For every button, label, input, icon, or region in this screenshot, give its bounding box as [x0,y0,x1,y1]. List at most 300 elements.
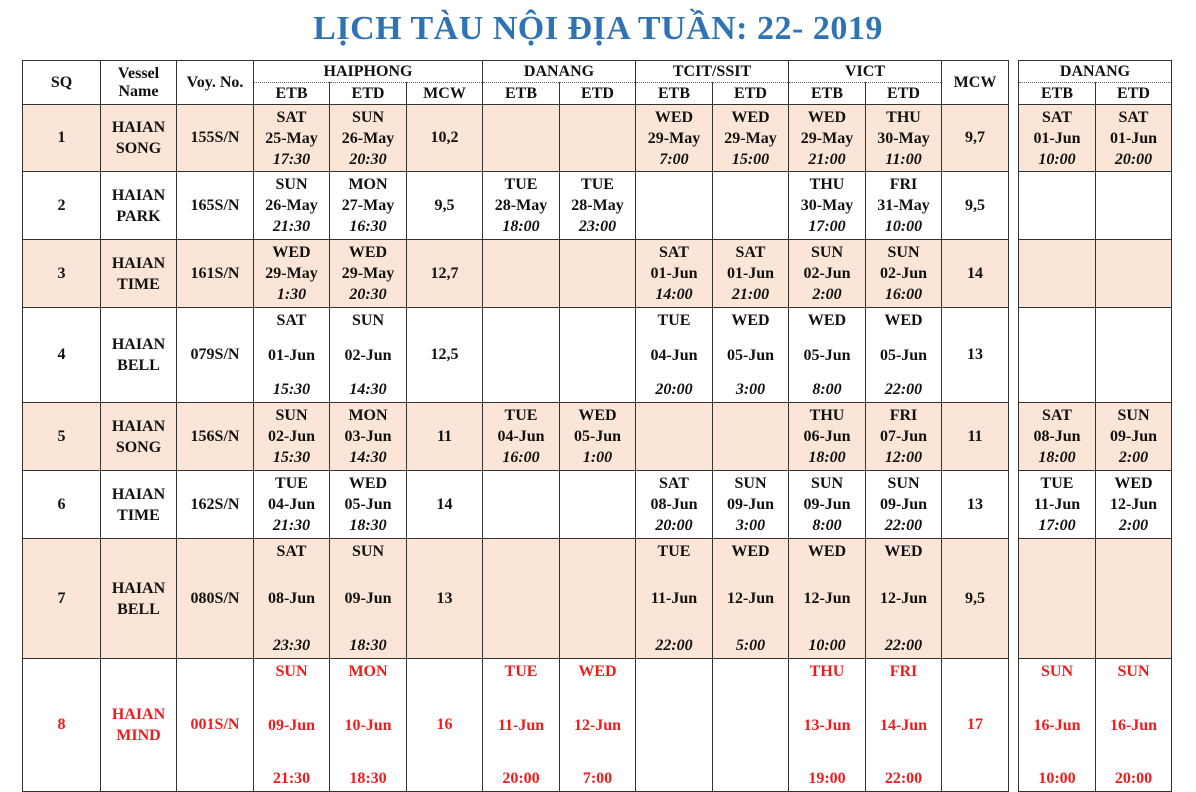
vessel-name-line1: HAIAN [111,186,166,204]
hp-mcw-value: 12,7 [407,240,483,308]
date: 29-May [724,130,777,147]
hp-etd-cell [330,471,407,539]
hp-mcw-value: 13 [407,539,483,659]
date: 12-Jun [1109,496,1158,513]
voyage-number: 162S/N [177,471,254,539]
row-sq: 4 [23,308,101,403]
date: 01-Jun [267,346,316,364]
day: MON [348,663,388,680]
day: SAT [735,244,766,261]
day: WED [807,543,847,560]
date: 26-May [341,130,395,147]
date: 29-May [265,265,318,282]
dn-etb-cell [483,471,560,539]
time: 21:00 [731,286,770,303]
date: 11-Jun [1033,496,1081,513]
time: 7:00 [582,770,613,787]
time: 21:30 [272,517,311,534]
date: 04-Jun [267,496,316,513]
tc-etd-cell [713,240,789,308]
voyage-number: 001S/N [177,659,254,792]
dn2-etd-cell [1096,308,1172,403]
dn2-etd-cell [1096,105,1172,172]
dn2-etd-cell [1096,240,1172,308]
tc-etb-cell [636,240,713,308]
vi-etd-cell [866,539,942,659]
time: 1:00 [582,449,613,466]
date: 02-Jun [803,265,851,282]
date: 13-Jun [803,716,851,734]
hp-mcw-value: 12,5 [407,308,483,403]
dn2-etb-cell [1019,308,1096,403]
day: TUE [657,312,691,329]
dn2-etb-cell [1019,403,1096,471]
vi-etb-cell [789,105,866,172]
day: SUN [275,407,308,424]
date: 08-Jun [650,496,698,513]
vessel-name-line2: TIME [117,506,160,524]
tc-etd-cell [713,172,789,240]
header-tc-etd: ETD [713,83,789,105]
day: SAT [1042,109,1072,126]
header-dn-etd: ETD [560,83,636,105]
time: 8:00 [812,381,842,398]
time: 17:00 [1038,517,1076,534]
date: 11-Jun [650,590,698,607]
day: WED [807,109,847,126]
column-gap [1009,61,1019,105]
dn-etd-cell [560,105,636,172]
day: SUN [275,176,308,193]
vessel-name [101,659,177,792]
date: 29-May [341,265,395,282]
time: 23:30 [272,637,311,654]
vessel-name [101,105,177,172]
day: WED [578,663,617,680]
vessel-name-line1: HAIAN [111,706,166,723]
date: 09-Jun [344,590,392,607]
hp-etb-cell [254,539,330,659]
day: WED [731,109,770,126]
day: WED [654,109,694,126]
vessel-name [101,539,177,659]
vessel-name-line1: HAIAN [111,119,166,136]
day: SAT [659,475,689,492]
time: 20:30 [349,286,387,303]
date: 05-Jun [344,496,392,513]
tc-etd-cell [713,659,789,792]
date: 06-Jun [803,428,851,445]
row-sq: 3 [23,240,101,308]
time: 18:00 [808,449,846,466]
vi-etb-cell [789,659,866,792]
tc-etb-cell [636,403,713,471]
vessel-name-line2: BELL [117,357,160,374]
vi-etd-cell [866,471,942,539]
day: SAT [1042,407,1072,424]
mcw-value: 11 [942,403,1009,471]
time: 7:00 [659,151,689,168]
dn-etd-cell [560,240,636,308]
time: 18:30 [349,637,387,654]
header-tcit: TCIT/SSIT [636,61,789,83]
hp-etd-cell [330,308,407,403]
time: 20:30 [349,151,387,168]
day: SUN [887,244,920,261]
page-title: LỊCH TÀU NỘI ĐỊA TUẦN: 22- 2019 [313,10,883,47]
time: 15:00 [731,151,770,168]
date: 09-Jun [879,496,928,513]
dn-etb-cell [483,240,560,308]
day: TUE [581,176,614,193]
day: SAT [276,543,307,560]
time: 18:00 [1038,449,1076,466]
dn2-etb-cell [1019,240,1096,308]
vessel-name-line2: TIME [117,275,160,293]
day: WED [578,407,617,424]
schedule-row [23,172,1172,240]
date: 02-Jun [344,346,392,364]
row-sq: 5 [23,403,101,471]
vessel-name [101,172,177,240]
day: SAT [276,312,307,329]
day: THU [886,109,921,126]
date: 11-Jun [497,716,545,734]
header-vessel: Vessel Name [101,61,177,105]
day: SAT [659,244,689,261]
day: WED [272,244,311,261]
day: THU [809,407,845,424]
time: 10:00 [884,218,923,235]
header-dn-etb: ETB [483,83,560,105]
vessel-name-line2: SONG [115,438,162,456]
day: TUE [504,407,538,424]
voyage-number: 165S/N [177,172,254,240]
vessel-name-line1: HAIAN [111,254,166,272]
date: 28-May [571,197,624,214]
vi-etd-cell [866,172,942,240]
schedule-row [23,105,1172,172]
time: 20:00 [655,517,693,534]
dn2-etd-cell [1096,471,1172,539]
time: 10:00 [1038,151,1076,168]
time: 20:00 [655,381,693,398]
column-gap [1009,659,1019,792]
row-sq: 2 [23,172,101,240]
date: 28-May [494,197,548,214]
dn-etd-cell [560,308,636,403]
tc-etb-cell [636,105,713,172]
hp-etb-cell [254,403,330,471]
time: 19:00 [808,770,846,787]
date: 25-May [265,130,318,147]
time: 3:00 [735,517,766,534]
date: 01-Jun [1033,130,1081,147]
date: 05-Jun [803,346,851,364]
date: 09-Jun [726,496,775,513]
voyage-number: 080S/N [177,539,254,659]
dn2-etd-cell [1096,539,1172,659]
header-vict: VICT [789,61,942,83]
header-sq: SQ [23,61,101,105]
hp-mcw-value: 14 [407,471,483,539]
time: 22:00 [884,637,923,654]
dn-etb-cell [483,403,560,471]
vi-etb-cell [789,539,866,659]
time: 5:00 [735,637,766,654]
vi-etb-cell [789,308,866,403]
tc-etd-cell [713,539,789,659]
dn-etb-cell [483,308,560,403]
tc-etd-cell [713,403,789,471]
date: 09-Jun [1109,428,1158,445]
day: THU [809,663,845,680]
schedule-table [22,60,1172,792]
day: WED [1114,475,1153,492]
hp-etd-cell [330,105,407,172]
vessel-name-line1: HAIAN [111,336,166,353]
hp-etd-cell [330,172,407,240]
dn-etb-cell [483,105,560,172]
time: 2:00 [1118,449,1149,466]
vessel-name [101,308,177,403]
dn-etd-cell [560,403,636,471]
column-gap [1009,240,1019,308]
day: WED [884,543,923,560]
tc-etb-cell [636,659,713,792]
vessel-name-line1: HAIAN [111,579,166,597]
header-vi-etb: ETB [789,83,866,105]
time: 14:30 [349,449,387,466]
date: 02-Jun [267,428,316,445]
time: 21:30 [272,218,311,235]
hp-etb-cell [254,105,330,172]
column-gap [1009,105,1019,172]
hp-etd-cell [330,659,407,792]
column-gap [1009,308,1019,403]
vi-etb-cell [789,240,866,308]
date: 14-Jun [879,716,928,734]
date: 16-Jun [1033,716,1081,734]
vi-etd-cell [866,308,942,403]
day: SAT [1118,109,1149,126]
vessel-name [101,471,177,539]
day: SUN [810,244,843,261]
dn2-etb-cell [1019,471,1096,539]
day: SUN [810,475,843,492]
dn2-etd-cell [1096,172,1172,240]
date: 01-Jun [726,265,775,282]
hp-mcw-value: 11 [407,403,483,471]
date: 05-Jun [573,428,622,445]
schedule-row [23,308,1172,403]
time: 2:00 [812,286,842,303]
voyage-number: 155S/N [177,105,254,172]
dn-etd-cell [560,659,636,792]
dn-etd-cell [560,471,636,539]
tc-etb-cell [636,308,713,403]
vi-etb-cell [789,403,866,471]
tc-etd-cell [713,471,789,539]
date: 12-Jun [879,590,928,607]
time: 18:00 [502,218,540,235]
day: SUN [1117,407,1150,424]
time: 15:30 [272,449,311,466]
date: 03-Jun [344,428,392,445]
mcw-value: 13 [942,471,1009,539]
vessel-name-line1: HAIAN [111,417,166,435]
date: 12-Jun [573,716,622,734]
row-sq: 7 [23,539,101,659]
dn2-etb-cell [1019,659,1096,792]
time: 20:00 [502,770,540,787]
tc-etb-cell [636,172,713,240]
date: 30-May [800,197,854,214]
dn-etd-cell [560,172,636,240]
date: 02-Jun [879,265,928,282]
mcw-value: 14 [942,240,1009,308]
day: THU [809,176,845,193]
time: 22:00 [884,770,923,787]
dn-etb-cell [483,659,560,792]
header-hp-mcw: MCW [407,83,483,105]
date: 27-May [341,197,395,214]
day: WED [731,312,770,329]
vi-etd-cell [866,105,942,172]
day: SUN [351,543,384,560]
hp-etb-cell [254,308,330,403]
time: 15:30 [272,381,311,398]
day: MON [348,176,388,193]
voyage-number: 161S/N [177,240,254,308]
day: TUE [1040,475,1074,492]
dn2-etb-cell [1019,172,1096,240]
hp-etd-cell [330,539,407,659]
date: 07-Jun [879,428,928,445]
header-danang-2: DANANG [1019,61,1172,83]
time: 21:00 [808,151,846,168]
voyage-number: 156S/N [177,403,254,471]
header-hp-etd: ETD [330,83,407,105]
date: 05-Jun [726,346,775,364]
header-row-groups [23,61,1172,83]
time: 3:00 [735,381,766,398]
vi-etd-cell [866,403,942,471]
tc-etb-cell [636,471,713,539]
dn2-etb-cell [1019,105,1096,172]
time: 17:00 [808,218,846,235]
date: 09-Jun [267,716,316,734]
date: 16-Jun [1109,716,1158,734]
row-sq: 6 [23,471,101,539]
day: SUN [887,475,920,492]
date: 09-Jun [803,496,851,513]
day: TUE [504,176,538,193]
mcw-value: 9,5 [942,539,1009,659]
vessel-name-line2: PARK [116,207,161,225]
dn-etb-cell [483,539,560,659]
header-dn2-etd: ETD [1096,83,1172,105]
schedule-row [23,659,1172,792]
hp-etb-cell [254,659,330,792]
day: SUN [1040,663,1073,680]
time: 20:00 [1114,151,1153,168]
row-sq: 1 [23,105,101,172]
day: SUN [275,663,308,680]
header-dn2-etb: ETB [1019,83,1096,105]
hp-etd-cell [330,240,407,308]
vessel-name-line2: SONG [115,140,162,157]
column-gap [1009,471,1019,539]
day: TUE [275,475,308,492]
time: 17:30 [272,151,311,168]
tc-etd-cell [713,308,789,403]
time: 16:00 [502,449,540,466]
time: 16:30 [349,218,387,235]
time: 14:30 [349,381,387,398]
voyage-number: 079S/N [177,308,254,403]
hp-etb-cell [254,172,330,240]
dn2-etd-cell [1096,659,1172,792]
day: TUE [504,663,538,680]
time: 10:00 [808,637,846,654]
date: 08-Jun [267,590,316,607]
vessel-name-line2: BELL [117,600,160,618]
time: 20:00 [1114,770,1153,787]
day: FRI [889,176,918,193]
vessel-name-line2: MIND [116,727,161,744]
hp-mcw-value: 10,2 [407,105,483,172]
date: 04-Jun [650,346,698,364]
hp-etb-cell [254,471,330,539]
day: FRI [889,407,918,424]
day: WED [348,475,388,492]
header-tc-etb: ETB [636,83,713,105]
schedule-row [23,403,1172,471]
date: 30-May [877,130,930,147]
dn-etd-cell [560,539,636,659]
date: 29-May [647,130,701,147]
date: 01-Jun [650,265,698,282]
time: 22:00 [655,637,693,654]
date: 01-Jun [1109,130,1158,147]
day: SUN [351,109,384,126]
time: 21:30 [272,770,311,787]
date: 10-Jun [344,716,392,734]
day: SUN [1117,663,1150,680]
schedule-row [23,240,1172,308]
column-gap [1009,539,1019,659]
vi-etb-cell [789,471,866,539]
header-haiphong: HAIPHONG [254,61,483,83]
header-danang: DANANG [483,61,636,83]
day: WED [884,312,923,329]
vi-etb-cell [789,172,866,240]
date: 12-Jun [803,590,851,607]
tc-etd-cell [713,105,789,172]
day: FRI [889,663,918,680]
date: 26-May [265,197,318,214]
date: 05-Jun [879,346,928,364]
date: 31-May [877,197,930,214]
hp-mcw-value: 16 [407,659,483,792]
hp-etb-cell [254,240,330,308]
tc-etb-cell [636,539,713,659]
mcw-value: 9,5 [942,172,1009,240]
schedule-row [23,539,1172,659]
row-sq: 8 [23,659,101,792]
day: WED [348,244,388,261]
